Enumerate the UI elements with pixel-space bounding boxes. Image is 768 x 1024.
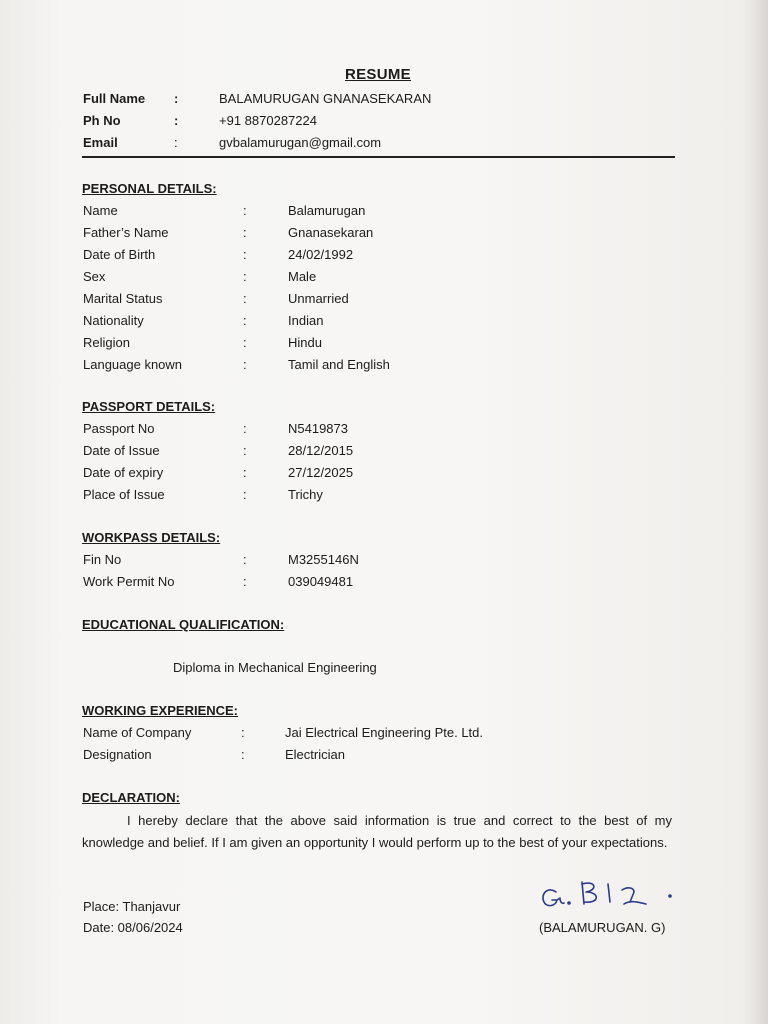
- row-value: Tamil and English: [288, 357, 390, 372]
- row-label: Name of Company: [83, 725, 192, 740]
- row-label: Work Permit No: [83, 574, 175, 589]
- row-label: Date of Issue: [83, 443, 160, 458]
- declaration-text: I hereby declare that the above said information is true and correct to the best of my knowledge and belief. If I am given an opportunity I would perform up to the best of your expectations.: [82, 813, 672, 850]
- row-value: 24/02/1992: [288, 247, 354, 262]
- row-label: Marital Status: [83, 291, 163, 306]
- header-sep: :: [174, 135, 178, 150]
- row-value: N5419873: [288, 421, 348, 436]
- header-divider: [82, 156, 675, 158]
- row-sep: :: [243, 443, 247, 458]
- header-label-email: Email: [83, 135, 118, 150]
- footer-date: Date: 08/06/2024: [83, 920, 183, 935]
- row-value: Jai Electrical Engineering Pte. Ltd.: [285, 725, 483, 740]
- section-heading-declaration: DECLARATION:: [82, 790, 180, 805]
- page-edge-shadow: [750, 0, 768, 1024]
- row-sep: :: [241, 747, 245, 762]
- row-sep: :: [243, 247, 247, 262]
- row-sep: :: [243, 574, 247, 589]
- section-heading-experience: WORKING EXPERIENCE:: [82, 703, 239, 718]
- section-heading-workpass: WORKPASS DETAILS:: [82, 530, 221, 545]
- row-sep: :: [243, 313, 247, 328]
- section-heading-education: EDUCATIONAL QUALIFICATION:: [82, 617, 285, 632]
- row-sep: :: [243, 487, 247, 502]
- row-value: 27/12/2025: [288, 465, 354, 480]
- section-heading-passport: PASSPORT DETAILS:: [82, 399, 216, 414]
- row-sep: :: [243, 465, 247, 480]
- header-value-phone: +91 8870287224: [219, 113, 317, 128]
- row-value: 28/12/2015: [288, 443, 354, 458]
- header-value-email: gvbalamurugan@gmail.com: [219, 135, 382, 150]
- row-sep: :: [243, 203, 247, 218]
- row-label: Sex: [83, 269, 106, 284]
- row-sep: :: [243, 357, 247, 372]
- row-sep: :: [243, 269, 247, 284]
- header-value-full-name: BALAMURUGAN GNANASEKARAN: [219, 91, 432, 106]
- row-sep: :: [243, 225, 247, 240]
- row-value: Trichy: [288, 487, 323, 502]
- row-label: Designation: [83, 747, 152, 762]
- row-sep: :: [243, 291, 247, 306]
- document-title: RESUME: [345, 66, 411, 83]
- row-value: Gnanasekaran: [288, 225, 374, 240]
- row-value: Indian: [288, 313, 324, 328]
- education-item: Diploma in Mechanical Engineering: [173, 660, 377, 675]
- row-label: Passport No: [83, 421, 155, 436]
- row-sep: :: [241, 725, 245, 740]
- row-sep: :: [243, 552, 247, 567]
- row-value: Balamurugan: [288, 203, 366, 218]
- row-label: Father’s Name: [83, 225, 169, 240]
- footer-signatory: (BALAMURUGAN. G): [539, 920, 666, 935]
- header-label-full-name: Full Name: [83, 91, 146, 106]
- row-label: Place of Issue: [83, 487, 165, 502]
- section-heading-personal: PERSONAL DETAILS:: [82, 181, 217, 196]
- handwritten-signature: [538, 876, 688, 916]
- row-label: Date of expiry: [83, 465, 164, 480]
- row-label: Language known: [83, 357, 183, 372]
- row-label: Date of Birth: [83, 247, 156, 262]
- row-value: Unmarried: [288, 291, 349, 306]
- row-sep: :: [243, 335, 247, 350]
- header-sep: :: [174, 113, 179, 128]
- row-sep: :: [243, 421, 247, 436]
- header-label-phone: Ph No: [83, 113, 121, 128]
- row-value: Hindu: [288, 335, 322, 350]
- row-label: Religion: [83, 335, 130, 350]
- row-label: Name: [83, 203, 118, 218]
- row-value: 039049481: [288, 574, 354, 589]
- row-value: M3255146N: [288, 552, 359, 567]
- row-value: Electrician: [285, 747, 345, 762]
- row-value: Male: [288, 269, 317, 284]
- row-label: Nationality: [83, 313, 144, 328]
- footer-place: Place: Thanjavur: [83, 899, 181, 914]
- header-sep: :: [174, 91, 179, 106]
- row-label: Fin No: [83, 552, 122, 567]
